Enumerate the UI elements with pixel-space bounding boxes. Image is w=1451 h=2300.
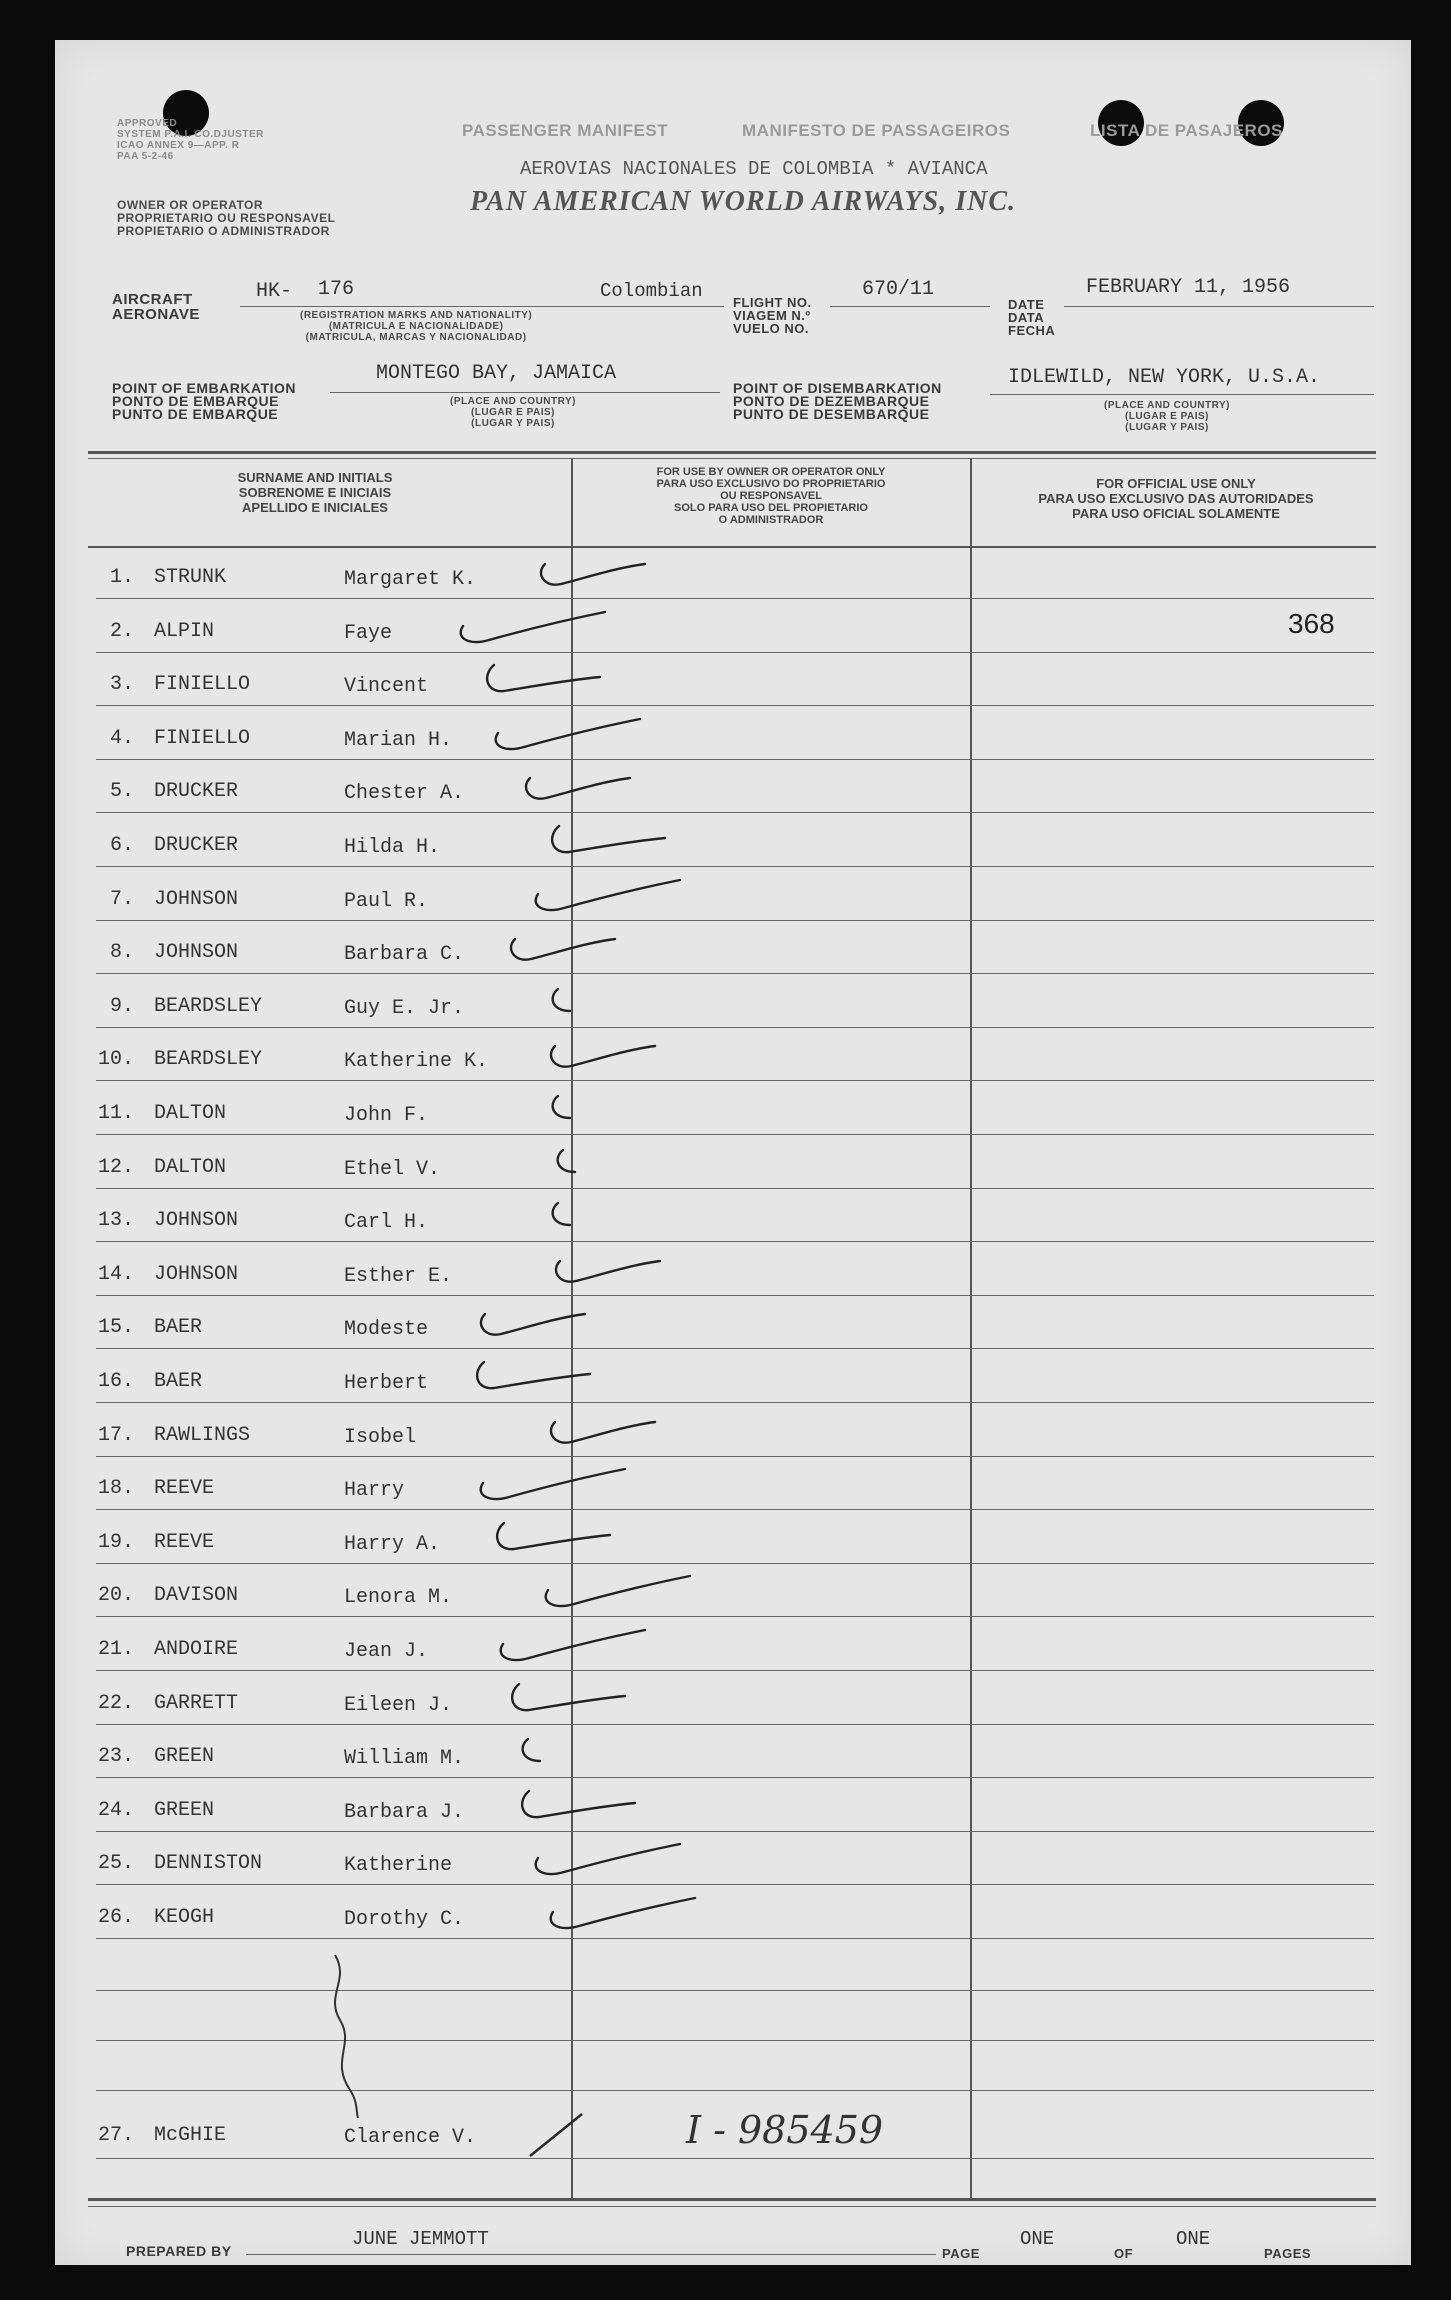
row-rule	[96, 1134, 1374, 1135]
official-count: 368	[1288, 608, 1335, 639]
blank-row-rule	[96, 1990, 1374, 1991]
handwritten-check-mark	[540, 981, 700, 1031]
passenger-surname: JOHNSON	[154, 1209, 239, 1233]
handwritten-slash-mark	[520, 2106, 600, 2166]
column-head-line: SOLO PARA USO DEL PROPIETARIO	[674, 502, 868, 514]
flight-label	[733, 296, 812, 335]
table-row	[0, 1632, 1451, 1668]
handwritten-check-mark	[505, 1678, 665, 1728]
row-rule	[96, 1724, 1374, 1725]
table-row	[0, 614, 1451, 650]
row-number: 12.	[97, 1155, 134, 1179]
handwritten-check-mark	[530, 1838, 690, 1888]
row-number: 22.	[97, 1691, 134, 1715]
handwritten-check-mark	[510, 1731, 670, 1781]
table-top-rule-inner	[88, 458, 1376, 459]
passenger-given: Vincent	[344, 675, 429, 699]
approval-line: SYSTEM P.A.I. CO.DJUSTER	[117, 129, 264, 140]
aircraft-label-line: AERONAVE	[112, 306, 200, 323]
place-sub-line: (LUGAR Y PAIS)	[1125, 422, 1209, 433]
row-number: 26.	[97, 1906, 134, 1929]
table-row	[0, 774, 1451, 810]
row-rule	[96, 652, 1374, 653]
passenger-given: Eileen J.	[344, 1693, 453, 1717]
passenger-given: Chester A.	[344, 782, 465, 806]
disembark-label	[733, 382, 942, 421]
row-number: 14.	[97, 1262, 134, 1286]
row-rule	[96, 1616, 1374, 1617]
handwritten-check-mark	[515, 1785, 675, 1835]
date-label-line: FECHA	[1008, 323, 1056, 338]
passenger-surname: BAER	[154, 1316, 203, 1340]
passenger-surname: RAWLINGS	[154, 1423, 251, 1447]
passenger-given: Modeste	[344, 1318, 429, 1342]
handwritten-check-mark	[545, 1410, 705, 1460]
handwritten-check-mark	[545, 1892, 705, 1942]
table-top-rule	[88, 451, 1376, 454]
embark-label-line: PUNTO DE EMBARQUE	[112, 406, 279, 422]
passenger-given: Barbara C.	[344, 943, 465, 967]
passenger-surname: KEOGH	[154, 1906, 215, 1929]
embark-label-line: PONTO DE EMBARQUE	[112, 393, 279, 409]
passenger-given: Harry	[344, 1479, 405, 1503]
passenger-surname: REEVE	[154, 1530, 215, 1554]
embark-sub	[450, 396, 576, 429]
aircraft-underline	[240, 306, 724, 307]
owner-label-line: PROPRIETARIO OU RESPONSAVEL	[117, 211, 336, 225]
passenger-given: Faye	[344, 621, 393, 645]
row-number: 19.	[97, 1530, 134, 1554]
handwritten-check-mark	[545, 1034, 705, 1084]
handwritten-check-mark	[480, 659, 640, 709]
row-rule	[96, 1777, 1374, 1778]
aircraft-number: 176	[318, 278, 355, 301]
passenger-given: Barbara J.	[344, 1800, 465, 1824]
embark-value: MONTEGO BAY, JAMAICA	[376, 362, 617, 385]
flight-label-line: VIAGEM N.º	[733, 308, 811, 323]
passenger-surname: REEVE	[154, 1477, 215, 1501]
column-head-official	[976, 476, 1376, 521]
title-english: PASSENGER MANIFEST	[462, 121, 669, 140]
row-rule	[96, 1563, 1374, 1564]
passenger-surname: FINIELLO	[154, 726, 251, 750]
table-row	[0, 935, 1451, 971]
passenger-surname: BEARDSLEY	[154, 1048, 263, 1072]
row-rule	[96, 1456, 1374, 1457]
row-rule	[96, 1188, 1374, 1189]
handwritten-check-mark	[545, 1142, 705, 1192]
table-row	[0, 1739, 1451, 1775]
embark-label	[112, 382, 296, 421]
page-value: ONE	[1020, 2228, 1055, 2250]
row-number: 24.	[97, 1798, 134, 1822]
handwritten-id-note: I - 985459	[686, 2108, 884, 2152]
passenger-given: John F.	[344, 1104, 429, 1127]
date-underline	[1064, 306, 1374, 307]
row-number: 18.	[97, 1477, 134, 1501]
prepared-value: JUNE JEMMOTT	[352, 2228, 489, 2250]
row-rule	[96, 812, 1374, 813]
row-number: 6.	[109, 834, 134, 857]
passenger-surname: STRUNK	[154, 566, 227, 589]
owner-label-line: OWNER OR OPERATOR	[117, 198, 264, 212]
table-row	[0, 1793, 1451, 1829]
table-row	[0, 1900, 1451, 1936]
row-number: 8.	[109, 941, 134, 965]
column-head-line: OU RESPONSAVEL	[720, 490, 822, 502]
row-rule	[96, 1938, 1374, 1939]
passenger-given: Herbert	[344, 1372, 429, 1395]
handwritten-check-mark	[520, 766, 680, 816]
handwritten-check-mark	[490, 1517, 650, 1567]
table-row	[0, 560, 1451, 596]
blank-row-rule	[96, 2040, 1374, 2041]
of-label: OF	[1114, 2246, 1134, 2261]
column-head-line: PARA USO EXCLUSIVO DO PROPRIETARIO	[656, 478, 886, 490]
column-head-line: FOR USE BY OWNER OR OPERATOR ONLY	[656, 466, 886, 478]
passenger-given: Lenora M.	[344, 1586, 453, 1610]
aircraft-nationality: Colombian	[600, 280, 703, 302]
passenger-given: Katherine	[344, 1854, 453, 1878]
row-rule	[96, 1295, 1374, 1296]
row-number: 13.	[97, 1209, 134, 1233]
owner-label	[117, 199, 335, 238]
approval-line: ICAO ANNEX 9—APP. R	[117, 140, 240, 151]
handwritten-check-mark	[475, 1302, 635, 1352]
aircraft-label-line: AIRCRAFT	[112, 291, 193, 308]
owner-avianca: AEROVIAS NACIONALES DE COLOMBIA * AVIANCA	[520, 158, 988, 180]
table-row	[0, 1686, 1451, 1722]
table-row	[0, 1364, 1451, 1400]
row-rule	[96, 1670, 1374, 1671]
date-label	[1008, 298, 1055, 337]
passenger-given: Esther E.	[344, 1264, 453, 1288]
passenger-given: Ethel V.	[344, 1157, 441, 1181]
row-number: 5.	[109, 780, 134, 804]
passenger-surname: BEARDSLEY	[154, 994, 263, 1018]
column-head-line: PARA USO OFICIAL SOLAMENTE	[1072, 506, 1280, 521]
table-row	[0, 1042, 1451, 1078]
disembark-sub	[1104, 400, 1230, 433]
place-sub-line: (PLACE AND COUNTRY)	[450, 396, 576, 407]
table-row	[0, 1418, 1451, 1454]
date-label-line: DATA	[1008, 310, 1045, 325]
handwritten-check-mark	[540, 1195, 700, 1245]
handwritten-check-mark	[540, 1570, 700, 1620]
row-rule	[96, 1884, 1374, 1885]
table-row	[0, 1578, 1451, 1614]
row-number: 3.	[109, 673, 134, 697]
embark-underline	[330, 392, 720, 393]
column-head-owner	[576, 466, 966, 526]
row-rule	[96, 1241, 1374, 1242]
handwritten-check-mark	[475, 1463, 635, 1513]
row-number: 10.	[97, 1048, 134, 1072]
passenger-surname: GARRETT	[154, 1691, 239, 1715]
handwritten-bracket-mark	[320, 1950, 380, 2120]
passenger-surname: DRUCKER	[154, 780, 239, 804]
aircraft-sub-line: (MATRICULA, MARCAS Y NACIONALIDAD)	[305, 332, 527, 343]
column-head-line: PARA USO EXCLUSIVO DAS AUTORIDADES	[1038, 491, 1314, 506]
owner-pan-american: PAN AMERICAN WORLD AIRWAYS, INC.	[470, 186, 1017, 217]
approval-line: PAA 5-2-46	[117, 151, 174, 162]
passenger-given: Guy E. Jr.	[344, 996, 465, 1020]
title-portuguese: MANIFESTO DE PASSAGEIROS	[742, 121, 1011, 140]
handwritten-check-mark	[545, 820, 705, 870]
flight-label-line: VUELO NO.	[733, 321, 810, 336]
prepared-label: PREPARED BY	[126, 2243, 232, 2259]
handwritten-check-mark	[470, 1356, 630, 1406]
approval-block	[117, 118, 264, 162]
table-row	[0, 1203, 1451, 1239]
disembark-underline	[990, 394, 1374, 395]
row-number: 20.	[97, 1584, 134, 1608]
column-head-line: FOR OFFICIAL USE ONLY	[1096, 476, 1256, 491]
handwritten-check-mark	[490, 713, 650, 763]
row-number: 16.	[97, 1370, 134, 1393]
passenger-surname: GREEN	[154, 1798, 215, 1822]
passenger-surname: DAVISON	[154, 1584, 239, 1608]
handwritten-check-mark	[505, 927, 665, 977]
aircraft-sub	[300, 310, 532, 343]
passenger-surname: JOHNSON	[154, 1262, 239, 1286]
passenger-surname: DRUCKER	[154, 834, 239, 857]
disembark-value: IDLEWILD, NEW YORK, U.S.A.	[1008, 366, 1321, 389]
page-label: PAGE	[942, 2246, 980, 2261]
column-head-line: SURNAME AND INITIALS	[237, 470, 393, 485]
row-number: 25.	[97, 1852, 134, 1876]
passenger-surname: ANDOIRE	[154, 1638, 239, 1661]
passenger-surname: BAER	[154, 1370, 203, 1393]
passenger-given: Marian H.	[344, 728, 453, 752]
passenger-surname: DALTON	[154, 1155, 227, 1179]
table-row	[0, 1310, 1451, 1346]
row-rule	[96, 973, 1374, 974]
passenger-given: Katherine K.	[344, 1050, 489, 1074]
row-rule	[96, 705, 1374, 706]
passenger-surname: DENNISTON	[154, 1852, 263, 1876]
row-number: 21.	[97, 1638, 134, 1661]
passenger-surname: JOHNSON	[154, 887, 239, 911]
aircraft-prefix: HK-	[256, 280, 293, 303]
passenger-given: Hilda H.	[344, 836, 441, 859]
row-number: 11.	[97, 1102, 134, 1125]
row-rule	[96, 920, 1374, 921]
row-number: 23.	[97, 1745, 134, 1769]
row-number: 4.	[109, 726, 134, 750]
row-rule	[96, 598, 1374, 599]
row-rule	[96, 1027, 1374, 1028]
flight-number: 670/11	[862, 278, 935, 301]
approval-line: APPROVED	[117, 118, 178, 129]
row-number: 2.	[109, 619, 134, 643]
prepared-underline	[246, 2254, 936, 2255]
passenger-surname: ALPIN	[154, 619, 215, 643]
passenger-surname: FINIELLO	[154, 673, 251, 697]
flight-label-line: FLIGHT NO.	[733, 295, 812, 310]
row-rule	[96, 2158, 1374, 2159]
embark-label-line: POINT OF EMBARKATION	[112, 380, 296, 396]
pages-value: ONE	[1176, 2228, 1211, 2250]
table-row	[0, 1257, 1451, 1293]
handwritten-check-mark	[495, 1624, 655, 1674]
table-row	[0, 721, 1451, 757]
row-rule	[96, 866, 1374, 867]
date-label-line: DATE	[1008, 297, 1045, 312]
header-bottom-rule	[88, 546, 1376, 548]
passenger-given: Harry A.	[344, 1532, 441, 1556]
title-spanish: LISTA DE PASAJEROS	[1090, 121, 1283, 140]
passenger-given: Jean J.	[344, 1640, 429, 1663]
column-head-line: O ADMINISTRADOR	[718, 514, 824, 526]
handwritten-check-mark	[540, 1088, 700, 1138]
handwritten-check-mark	[550, 1249, 710, 1299]
disembark-label-line: PUNTO DE DESEMBARQUE	[733, 406, 930, 422]
row-rule	[96, 1402, 1374, 1403]
passenger-surname: McGHIE	[154, 2124, 227, 2147]
table-row	[0, 882, 1451, 918]
row-rule	[96, 1509, 1374, 1510]
table-bottom-rule	[88, 2198, 1376, 2201]
date-value: FEBRUARY 11, 1956	[1086, 276, 1291, 299]
place-sub-line: (LUGAR E PAIS)	[1124, 411, 1210, 422]
passenger-given: Paul R.	[344, 889, 429, 913]
row-rule	[96, 1831, 1374, 1832]
table-row	[0, 667, 1451, 703]
passenger-given: Carl H.	[344, 1211, 429, 1235]
table-row	[0, 1525, 1451, 1561]
column-head-line: APELLIDO E INICIALES	[242, 500, 388, 515]
row-number: 17.	[97, 1423, 134, 1447]
passenger-given: Isobel	[344, 1425, 417, 1449]
column-head-names	[150, 470, 480, 515]
passenger-given: Dorothy C.	[344, 1908, 465, 1931]
row-rule	[96, 1348, 1374, 1349]
passenger-surname: JOHNSON	[154, 941, 239, 965]
aircraft-sub-line: (MATRICULA E NACIONALIDADE)	[328, 321, 504, 332]
pages-label: PAGES	[1264, 2246, 1312, 2261]
passenger-surname: GREEN	[154, 1745, 215, 1769]
row-number: 9.	[109, 994, 134, 1018]
place-sub-line: (PLACE AND COUNTRY)	[1104, 400, 1230, 411]
table-row	[0, 828, 1451, 864]
handwritten-check-mark	[535, 552, 695, 602]
aircraft-label	[112, 292, 200, 322]
row-rule	[96, 1080, 1374, 1081]
place-sub-line: (LUGAR Y PAIS)	[471, 418, 555, 429]
table-row	[0, 1150, 1451, 1186]
row-number: 7.	[109, 887, 134, 911]
flight-underline	[830, 306, 990, 307]
disembark-label-line: POINT OF DISEMBARKATION	[733, 380, 942, 396]
handwritten-check-mark	[455, 606, 615, 656]
table-row	[0, 1471, 1451, 1507]
place-sub-line: (LUGAR E PAIS)	[470, 407, 556, 418]
owner-label-line: PROPIETARIO O ADMINISTRADOR	[117, 224, 330, 238]
passenger-surname: DALTON	[154, 1102, 227, 1125]
column-head-line: SOBRENOME E INICIAIS	[238, 485, 392, 500]
passenger-given: Clarence V.	[344, 2126, 477, 2149]
passenger-given: William M.	[344, 1747, 465, 1771]
table-row	[0, 1096, 1451, 1132]
disembark-label-line: PONTO DE DEZEMBARQUE	[733, 393, 930, 409]
passenger-given: Margaret K.	[344, 568, 477, 591]
row-number: 15.	[97, 1316, 134, 1340]
table-row	[0, 1846, 1451, 1882]
table-bottom-rule-inner	[88, 2206, 1376, 2207]
row-number: 27.	[98, 2124, 135, 2147]
table-row	[0, 989, 1451, 1025]
aircraft-sub-line: (REGISTRATION MARKS AND NATIONALITY)	[300, 310, 533, 321]
blank-row-rule	[96, 2090, 1374, 2091]
handwritten-check-mark	[530, 874, 690, 924]
row-number: 1.	[109, 566, 134, 589]
row-rule	[96, 759, 1374, 760]
